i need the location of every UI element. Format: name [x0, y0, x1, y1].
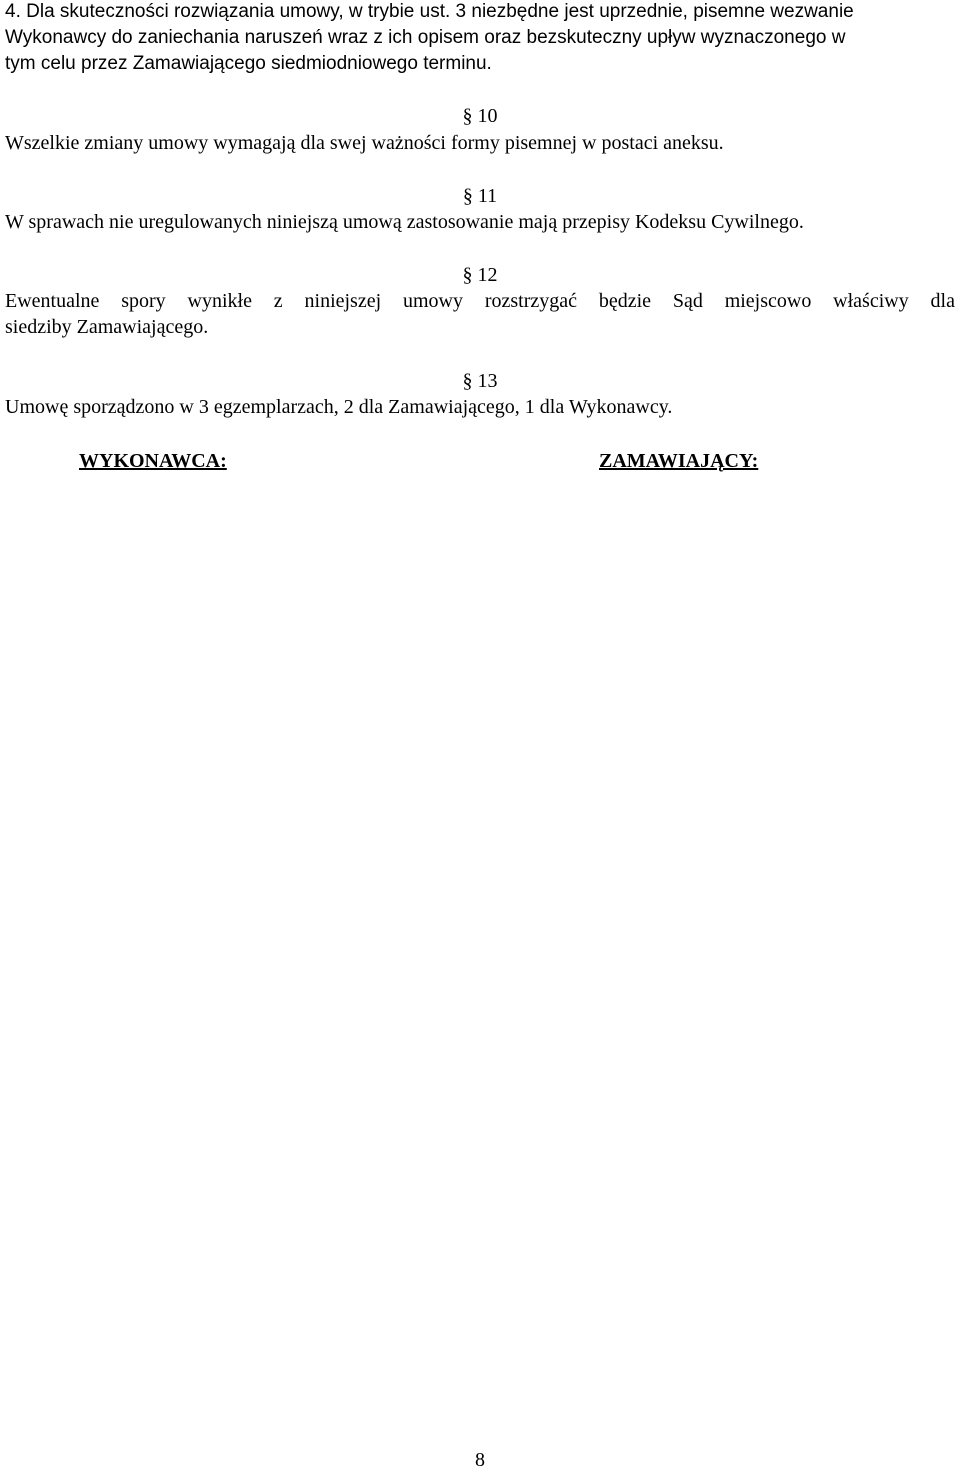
clause-4-line-2: Wykonawcy do zaniechania naruszeń wraz z ich opisem oraz bezskuteczny upływ wyznaczonego w	[5, 27, 846, 48]
section-10-text: Wszelkie zmiany umowy wymagają dla swej ważności formy pisemnej w postaci aneksu.	[5, 132, 724, 154]
section-12-text-line-2: siedziby Zamawiającego.	[5, 316, 209, 338]
clause-4-line-3: tym celu przez Zamawiającego siedmiodniowego terminu.	[5, 53, 492, 74]
section-13-text: Umowę sporządzono w 3 egzemplarzach, 2 dla Zamawiającego, 1 dla Wykonawcy.	[5, 396, 673, 418]
section-11-text: W sprawach nie uregulowanych niniejszą umową zastosowanie mają przepisy Kodeksu Cywilnego.	[5, 211, 804, 233]
section-13-heading: § 13	[462, 370, 498, 392]
page-number: 8	[475, 1449, 485, 1471]
signature-contractor-label: WYKONAWCA:	[79, 450, 227, 472]
section-10-heading: § 10	[462, 105, 498, 127]
signature-client-label: ZAMAWIAJĄCY:	[599, 450, 759, 472]
section-12-text-line-1: Ewentualne spory wynikłe z niniejszej umowy rozstrzygać będzie Sąd miejscowo właściwy dla	[5, 290, 955, 312]
section-12-heading: § 12	[462, 264, 498, 286]
clause-4-line-1: 4. Dla skuteczności rozwiązania umowy, w trybie ust. 3 niezbędne jest uprzednie, pisemne wezwanie	[5, 1, 854, 22]
section-11-heading: § 11	[462, 185, 498, 207]
